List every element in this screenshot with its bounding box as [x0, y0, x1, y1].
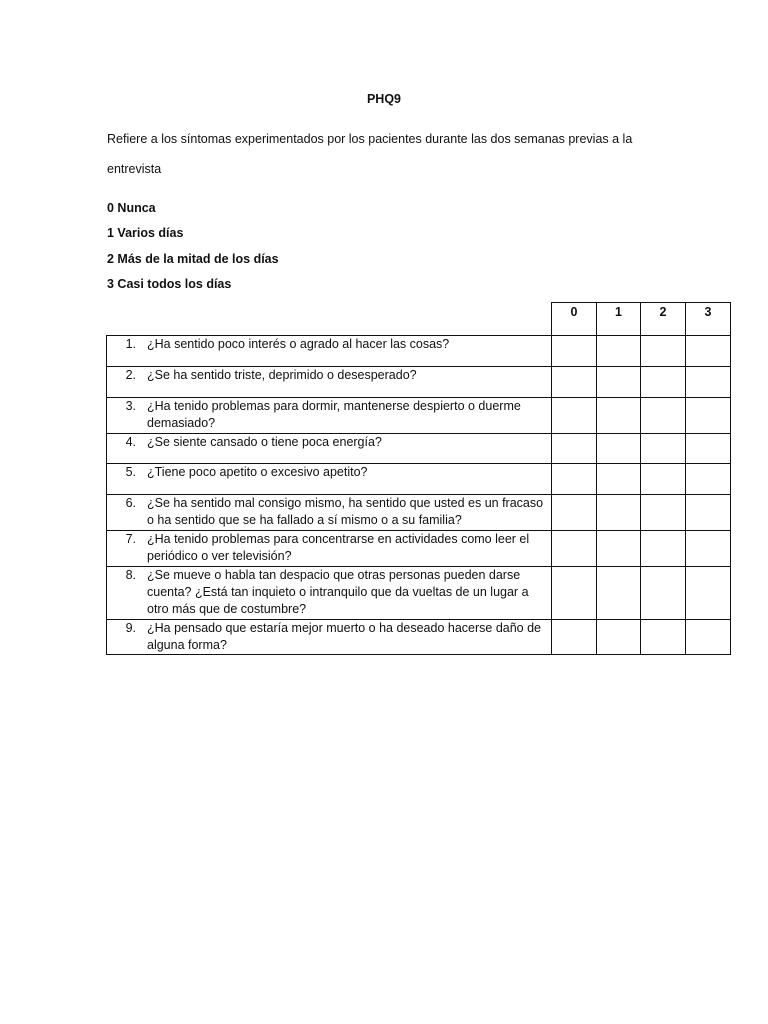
- table-row: [107, 398, 731, 434]
- answer-cell-1[interactable]: [597, 434, 641, 464]
- answer-cell-1[interactable]: [597, 567, 641, 620]
- question-cell: [107, 464, 552, 495]
- page-title: PHQ9: [366, 92, 402, 106]
- column-header-2: 2: [641, 303, 686, 336]
- answer-cell-1[interactable]: [597, 620, 641, 655]
- question-number: 3.: [125, 399, 136, 413]
- table-row: [107, 367, 731, 398]
- question-number: 6.: [125, 496, 136, 510]
- answer-cell-3[interactable]: [686, 434, 731, 464]
- answer-cell-0[interactable]: [552, 620, 597, 655]
- answer-cell-3[interactable]: [686, 567, 731, 620]
- answer-cell-2[interactable]: [641, 620, 686, 655]
- question-text: ¿Se siente cansado o tiene poca energía?: [147, 435, 382, 449]
- question-cell: [107, 495, 552, 531]
- question-number: 1.: [125, 337, 136, 351]
- table-row: [107, 495, 731, 531]
- question-text: ¿Ha sentido poco interés o agrado al hacer las cosas?: [147, 337, 450, 351]
- table-row: [107, 464, 731, 495]
- question-number: 7.: [125, 532, 136, 546]
- answer-cell-2[interactable]: [641, 336, 686, 367]
- answer-cell-3[interactable]: [686, 620, 731, 655]
- question-number: 5.: [125, 465, 136, 479]
- question-text: ¿Se ha sentido triste, deprimido o desesperado?: [147, 368, 417, 382]
- question-number: 8.: [125, 568, 136, 582]
- answer-cell-2[interactable]: [641, 464, 686, 495]
- answer-cell-3[interactable]: [686, 398, 731, 434]
- answer-cell-1[interactable]: [597, 495, 641, 531]
- question-cell: [107, 531, 552, 567]
- answer-cell-1[interactable]: [597, 531, 641, 567]
- question-text: ¿Ha tenido problemas para concentrarse en actividades como leer el periódico o ver televisión?: [147, 532, 530, 563]
- scale-option-0: 0 Nunca: [107, 201, 156, 215]
- question-cell: [107, 620, 552, 655]
- question-cell: [107, 336, 552, 367]
- table-row: [107, 620, 731, 655]
- answer-cell-2[interactable]: [641, 434, 686, 464]
- column-header-1: 1: [597, 303, 641, 336]
- answer-cell-2[interactable]: [641, 531, 686, 567]
- phq9-table: [106, 302, 731, 655]
- answer-cell-3[interactable]: [686, 367, 731, 398]
- answer-cell-0[interactable]: [552, 464, 597, 495]
- table-header-row: [107, 303, 731, 336]
- question-cell: [107, 367, 552, 398]
- table-row: [107, 531, 731, 567]
- answer-cell-3[interactable]: [686, 531, 731, 567]
- scale-option-3: 3 Casi todos los días: [107, 277, 232, 291]
- answer-cell-0[interactable]: [552, 398, 597, 434]
- question-number: 2.: [125, 368, 136, 382]
- scale-option-1: 1 Varios días: [107, 226, 184, 240]
- scale-option-2: 2 Más de la mitad de los días: [107, 252, 279, 266]
- intro-text-line-2: entrevista: [107, 162, 162, 176]
- answer-cell-3[interactable]: [686, 495, 731, 531]
- answer-cell-0[interactable]: [552, 531, 597, 567]
- answer-cell-2[interactable]: [641, 398, 686, 434]
- answer-cell-0[interactable]: [552, 567, 597, 620]
- question-cell: [107, 398, 552, 434]
- question-text: ¿Se mueve o habla tan despacio que otras personas pueden darse cuenta? ¿Está tan inquieto o intranquilo que da vueltas de un lugar a otro más que de costumbre?: [147, 568, 529, 616]
- answer-cell-2[interactable]: [641, 367, 686, 398]
- answer-cell-1[interactable]: [597, 367, 641, 398]
- question-cell: [107, 434, 552, 464]
- question-text: ¿Ha pensado que estaría mejor muerto o ha deseado hacerse daño de alguna forma?: [147, 621, 542, 652]
- answer-cell-2[interactable]: [641, 495, 686, 531]
- column-header-3: 3: [686, 303, 731, 336]
- answer-cell-1[interactable]: [597, 336, 641, 367]
- answer-cell-0[interactable]: [552, 495, 597, 531]
- answer-cell-0[interactable]: [552, 434, 597, 464]
- question-number: 4.: [125, 435, 136, 449]
- question-number: 9.: [125, 621, 136, 635]
- question-text: ¿Se ha sentido mal consigo mismo, ha sentido que usted es un fracaso o ha sentido que se ha fallado a sí mismo o a su familia?: [147, 496, 544, 527]
- table-row: [107, 567, 731, 620]
- answer-cell-0[interactable]: [552, 336, 597, 367]
- answer-cell-3[interactable]: [686, 336, 731, 367]
- question-cell: [107, 567, 552, 620]
- intro-text-line-1: Refiere a los síntomas experimentados por los pacientes durante las dos semanas previas a la: [107, 132, 633, 146]
- answer-cell-3[interactable]: [686, 464, 731, 495]
- header-blank-cell: [107, 303, 552, 336]
- column-header-0: 0: [552, 303, 597, 336]
- answer-cell-1[interactable]: [597, 464, 641, 495]
- answer-cell-2[interactable]: [641, 567, 686, 620]
- question-text: ¿Ha tenido problemas para dormir, mantenerse despierto o duerme demasiado?: [147, 399, 521, 430]
- answer-cell-0[interactable]: [552, 367, 597, 398]
- question-text: ¿Tiene poco apetito o excesivo apetito?: [147, 465, 368, 479]
- table-row: [107, 434, 731, 464]
- answer-cell-1[interactable]: [597, 398, 641, 434]
- table-row: [107, 336, 731, 367]
